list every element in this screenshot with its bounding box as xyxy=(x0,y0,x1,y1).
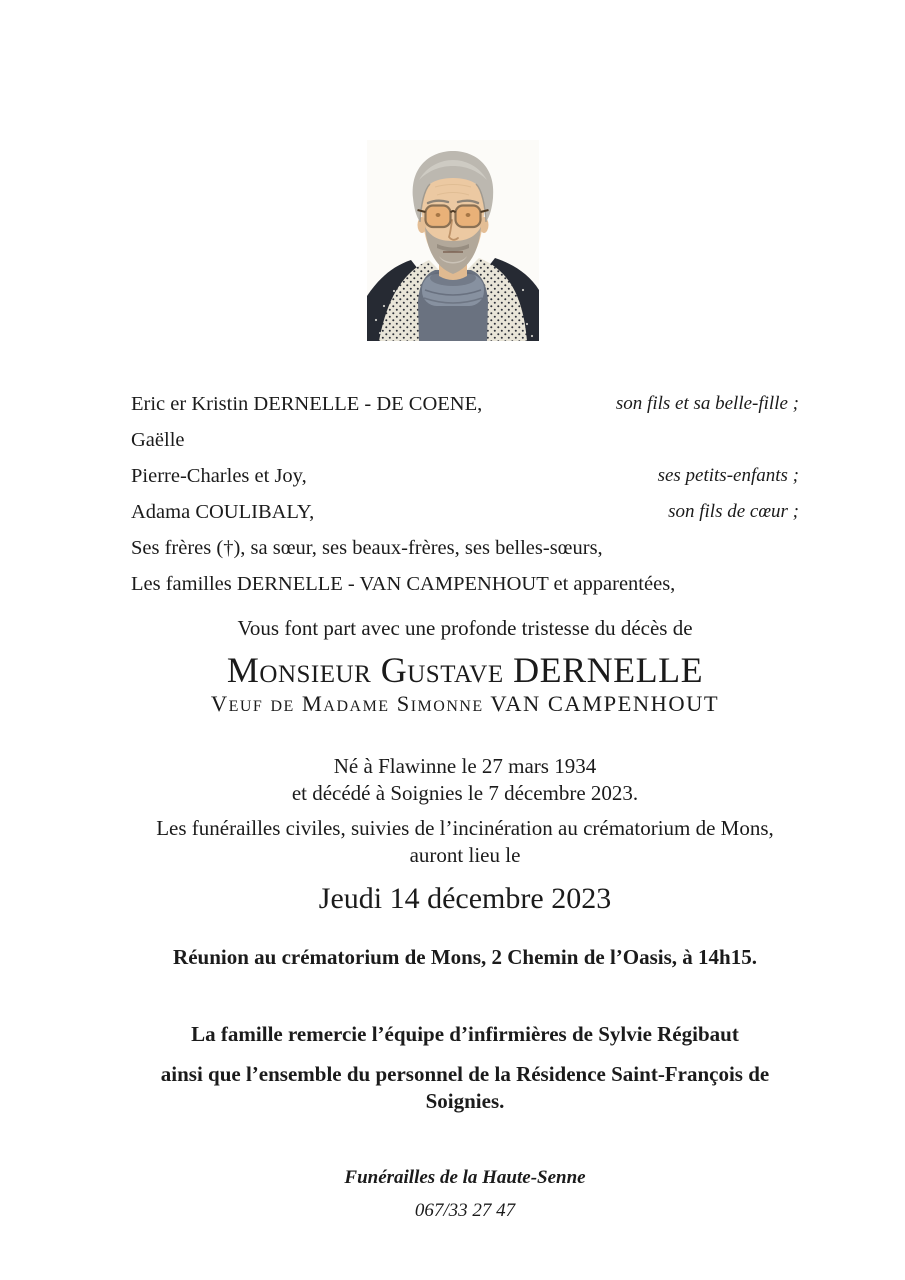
family-member: Eric er Kristin DERNELLE - DE COENE, xyxy=(131,393,483,415)
family-member: Adama COULIBALY, xyxy=(131,501,315,523)
relationship-label: son fils de cœur ; xyxy=(668,501,799,522)
family-row xyxy=(131,566,799,602)
family-member: Pierre-Charles et Joy, xyxy=(131,465,307,487)
funeral-info-line1: Les funérailles civiles, suivies de l’incinération au crématorium de Mons, xyxy=(156,816,774,840)
family-row xyxy=(131,422,799,458)
document-body xyxy=(131,386,799,1223)
announcement-intro: Vous font part avec une profonde tristesse du décès de xyxy=(237,616,693,640)
family-row xyxy=(131,458,799,494)
death-line: et décédé à Soignies le 7 décembre 2023. xyxy=(291,781,639,805)
meeting-line: Réunion au crématorium de Mons, 2 Chemin de l’Oasis, à 14h15. xyxy=(173,945,757,969)
thanks-line2: ainsi que l’ensemble du personnel de la Résidence Saint-François de Soignies. xyxy=(160,1062,770,1113)
family-row xyxy=(131,494,799,530)
relationship-label: son fils et sa belle-fille ; xyxy=(615,393,799,414)
family-row xyxy=(131,386,799,422)
funeral-home-phone: 067/33 27 47 xyxy=(414,1200,516,1221)
deceased-name: Monsieur Gustave DERNELLE xyxy=(226,650,704,690)
thanks-line1: La famille remercie l’équipe d’infirmières de Sylvie Régibaut xyxy=(191,1022,739,1046)
family-row xyxy=(131,530,799,566)
funeral-home-name: Funérailles de la Haute-Senne xyxy=(344,1167,586,1188)
family-section xyxy=(131,386,799,602)
funeral-info-line2: auront lieu le xyxy=(409,843,521,867)
family-member: Les familles DERNELLE - VAN CAMPENHOUT et apparentées, xyxy=(131,573,676,595)
widower-subtitle: Veuf de Madame Simonne VAN CAMPENHOUT xyxy=(210,691,720,716)
funeral-date: Jeudi 14 décembre 2023 xyxy=(318,882,612,915)
portrait-illustration xyxy=(367,140,539,341)
birth-line: Né à Flawinne le 27 mars 1934 xyxy=(333,754,597,778)
portrait-photo xyxy=(367,140,539,341)
turtleneck-sweater xyxy=(418,270,488,341)
family-member: Ses frères (†), sa sœur, ses beaux-frères, ses belles-sœurs, xyxy=(131,537,603,559)
family-member: Gaëlle xyxy=(131,429,185,451)
relationship-label: ses petits-enfants ; xyxy=(657,465,799,486)
